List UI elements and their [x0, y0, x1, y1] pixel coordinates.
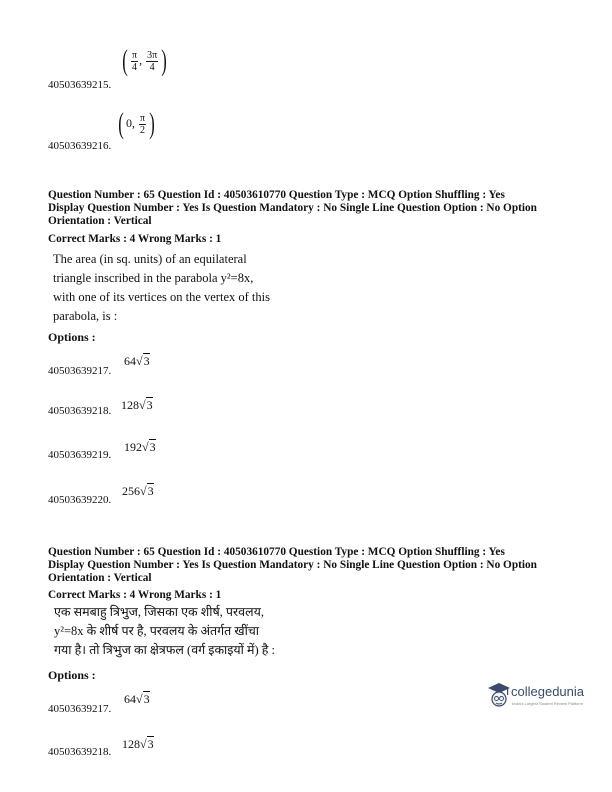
question-marks: Correct Marks : 4 Wrong Marks : 1 — [48, 233, 222, 245]
logo-name: collegedunia — [511, 684, 585, 699]
option-id: 40503639216. — [48, 140, 112, 152]
options-label: Options : — [48, 330, 96, 344]
question-text: The area (in sq. units) of an equilateral triangle inscribed in the parabola y²=8x, with one of its vertices on the vertex of this parabola, is : — [53, 252, 270, 323]
option-id: 40503639215. — [48, 79, 112, 91]
option-id: 40503639218. — [48, 746, 112, 758]
collegedunia-logo — [486, 679, 598, 715]
question-text: एक समबाहु त्रिभुज, जिसका एक शीर्ष, परवलय, y²=8x के शीर्ष पर है, परवलय के अंतर्गत खींचा गया है। तो त्रिभुज का क्षेत्रफल (वर्ग इकाइयों में) है : — [54, 605, 276, 657]
option-id: 40503639219. — [48, 449, 112, 461]
option-id: 40503639217. — [48, 365, 112, 377]
option-id: 40503639217. — [48, 703, 112, 715]
option-value[interactable]: 64√3 — [124, 354, 150, 368]
option-value[interactable]: 128√3 — [122, 737, 154, 751]
logo-tagline: India's Largest Student Review Platform — [512, 701, 584, 706]
graduate-icon — [486, 681, 512, 711]
option-value[interactable]: 256√3 — [122, 484, 154, 498]
option-value[interactable]: 128√3 — [121, 398, 153, 412]
option-id: 40503639218. — [48, 405, 112, 417]
question-meta: Question Number : 65 Question Id : 40503610770 Question Type : MCQ Option Shuffling : Yes Display Question Number : Yes Is Question Mandatory : No Single Line Question Option : No Option Orientation : Vertical — [48, 546, 537, 584]
question-meta: Question Number : 65 Question Id : 40503610770 Question Type : MCQ Option Shuffling : Yes Display Question Number : Yes Is Question Mandatory : No Single Line Question Option : No Option Orientation : Vertical — [48, 189, 537, 227]
option-value[interactable]: 64√3 — [124, 692, 150, 706]
option-value[interactable]: ( 0, $\frac{\pi}{2}$ ) — [118, 107, 155, 140]
option-id: 40503639220. — [48, 494, 112, 506]
options-label: Options : — [48, 668, 96, 682]
option-value[interactable]: 192√3 — [124, 440, 156, 454]
option-value[interactable]: ( $\frac{\pi}{4}$ , $\frac{3\pi}{4}$ ) — [122, 44, 167, 77]
question-marks: Correct Marks : 4 Wrong Marks : 1 — [48, 589, 222, 601]
